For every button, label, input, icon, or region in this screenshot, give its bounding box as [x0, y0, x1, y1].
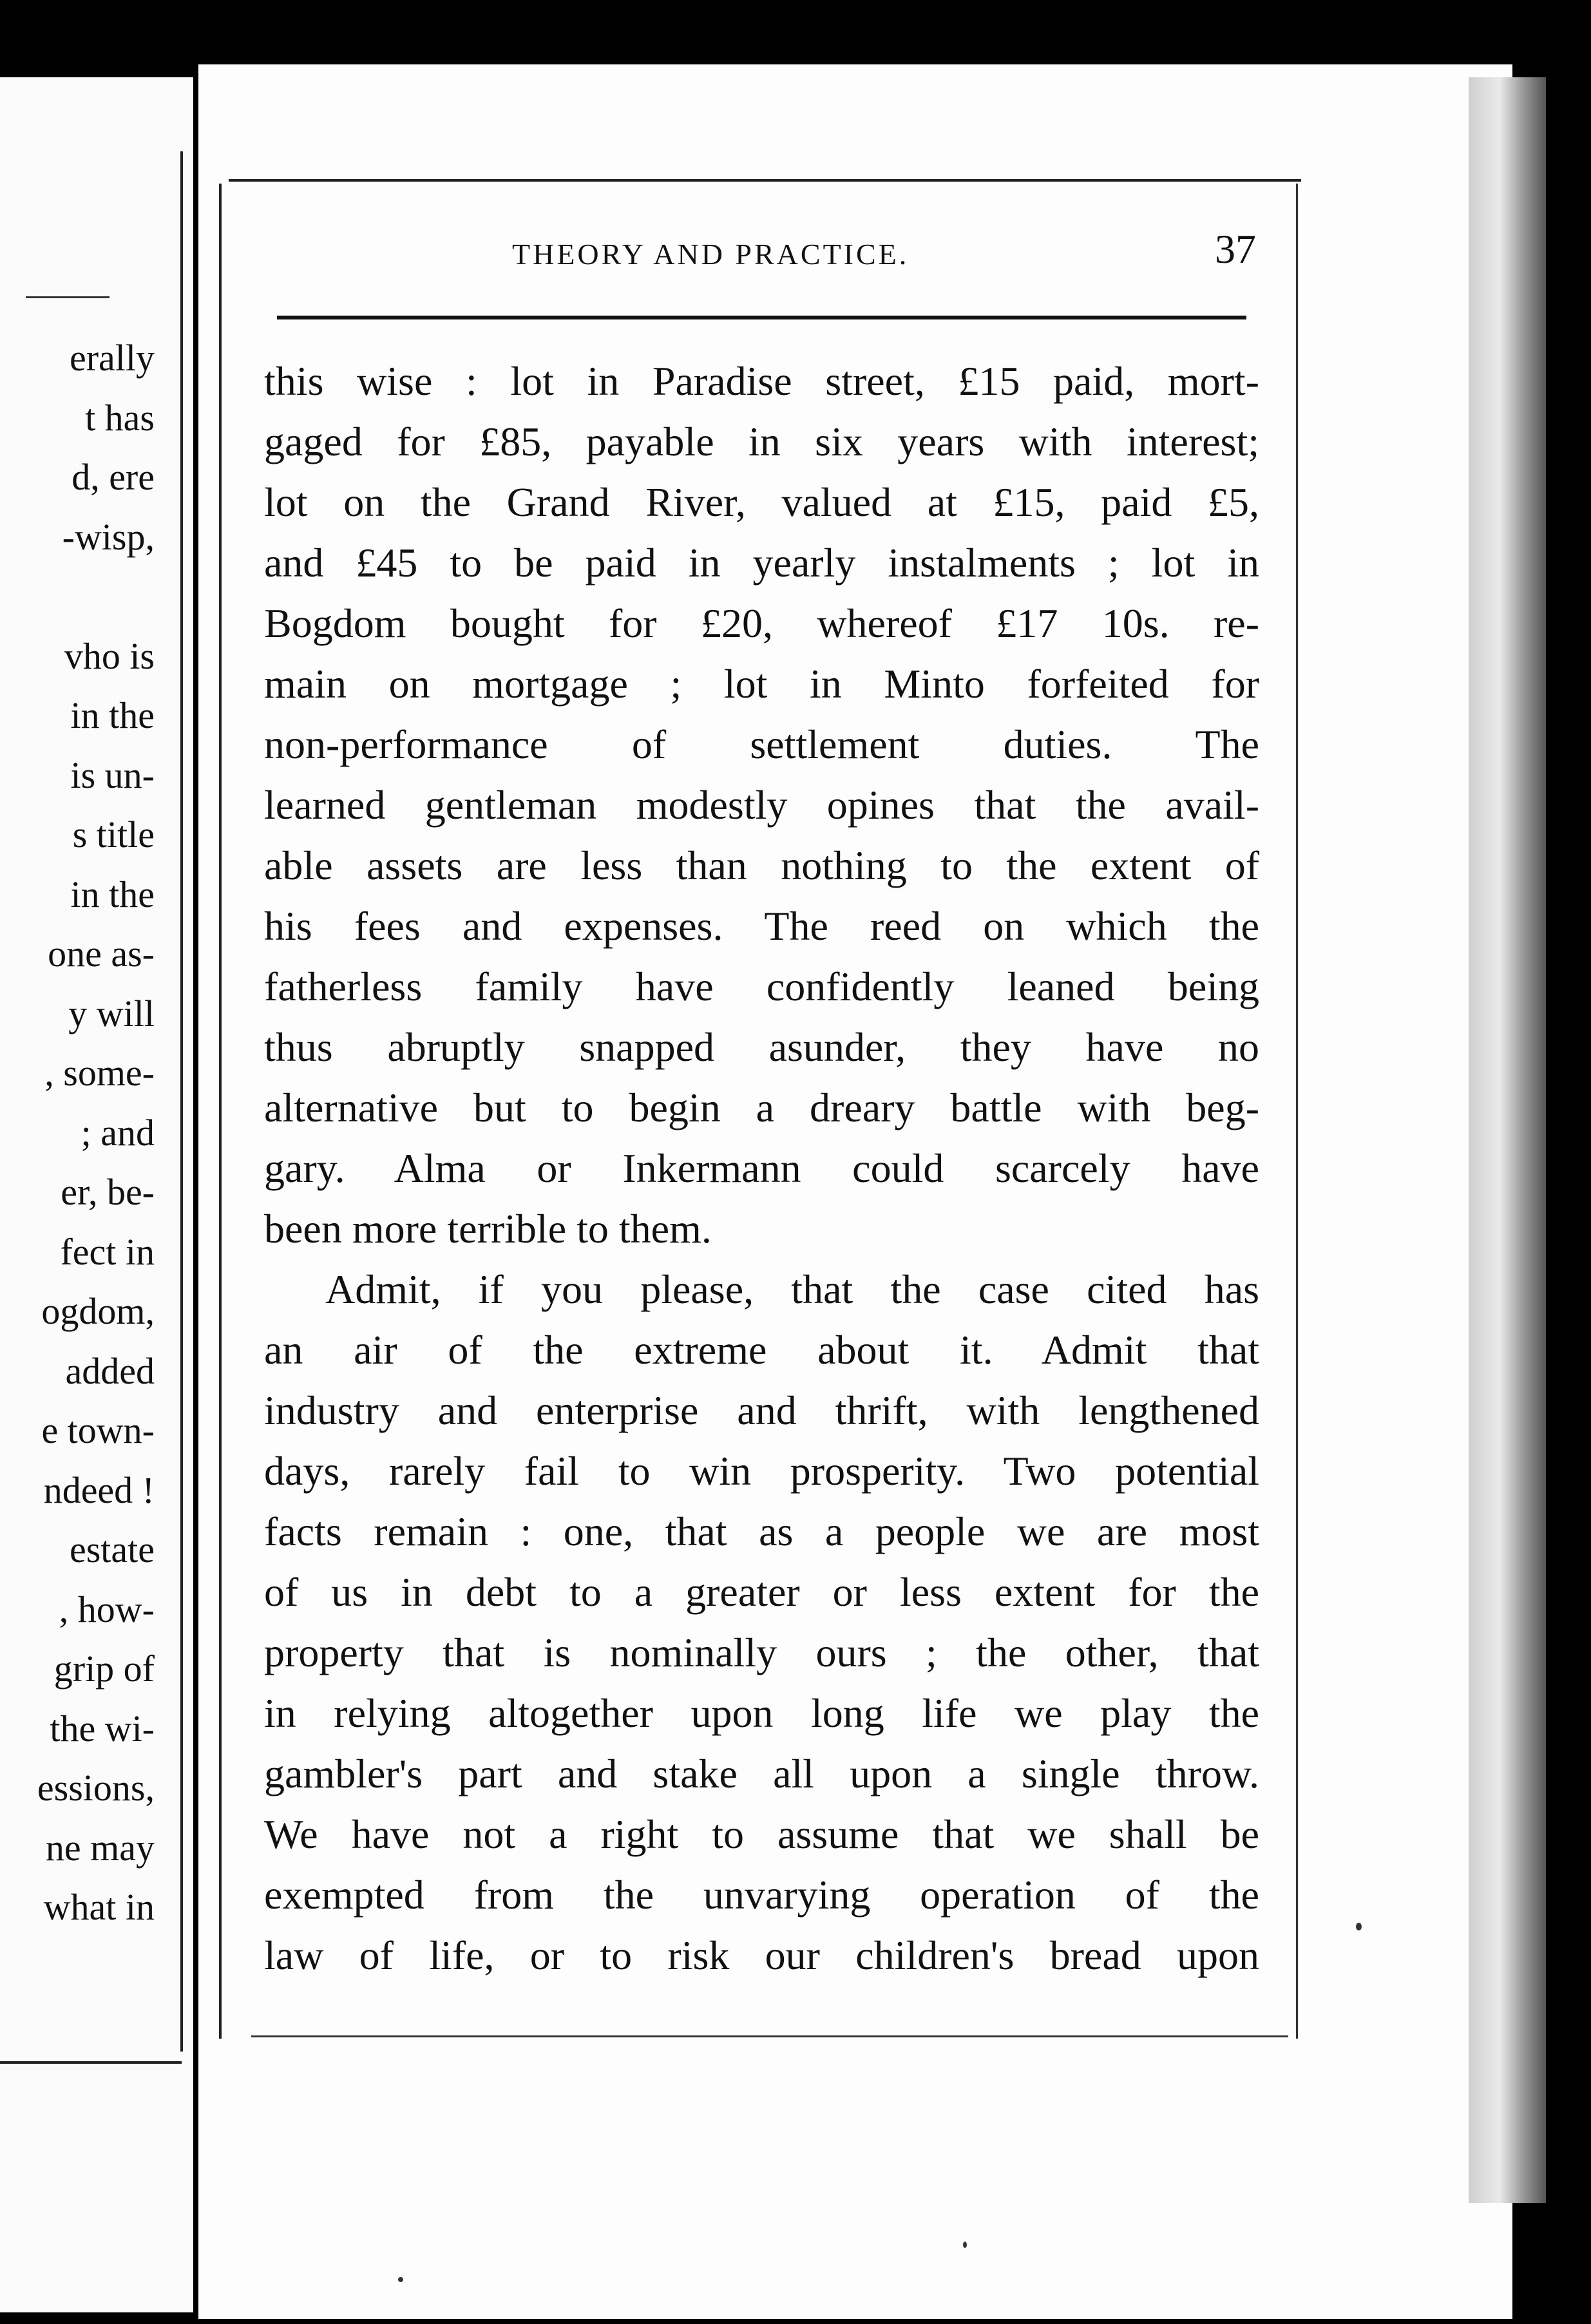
left-page-text	[0, 329, 155, 1938]
left-page-line: e town-	[41, 1409, 155, 1451]
left-page-line	[0, 567, 155, 627]
left-page-line: d, ere	[71, 456, 155, 498]
text-line: main on mortgage ; lot in Minto forfeited for	[264, 661, 1259, 707]
text-line: We have not a right to assume that we shall be	[264, 1811, 1259, 1857]
left-page-line: is un-	[70, 754, 155, 796]
left-page-line: s title	[72, 814, 155, 855]
text-line: gary. Alma or Inkermann could scarcely have	[264, 1145, 1259, 1191]
running-title: THEORY AND PRACTICE.	[512, 238, 910, 271]
text-line: gambler's part and stake all upon a single throw.	[264, 1751, 1259, 1796]
left-page-frame-line	[180, 151, 183, 2052]
left-page-line: the wi-	[50, 1707, 155, 1749]
text-line: of us in debt to a greater or less extent for the	[264, 1569, 1259, 1615]
left-page-line: ndeed !	[43, 1469, 155, 1511]
scan-speck	[1356, 1923, 1362, 1930]
text-line: facts remain : one, that as a people we are most	[264, 1509, 1259, 1554]
text-line: law of life, or to risk our children's bread upon	[264, 1932, 1259, 1978]
page-number: 37	[1215, 226, 1256, 272]
text-line: able assets are less than nothing to the extent of	[264, 843, 1259, 888]
text-line: exempted from the unvarying operation of the	[264, 1872, 1259, 1918]
page-frame-left	[219, 184, 222, 2039]
left-page-line: er, be-	[61, 1171, 155, 1213]
scan-speck	[398, 2277, 403, 2282]
text-line: an air of the extreme about it. Admit that	[264, 1327, 1259, 1373]
left-page-line: grip of	[53, 1648, 155, 1690]
page-edge-shadow	[1469, 77, 1546, 2203]
left-page-line: fect in	[60, 1230, 155, 1273]
left-page-line: estate	[69, 1529, 155, 1570]
left-page-header-rule	[26, 296, 110, 298]
left-page-frame-bottom	[0, 2061, 182, 2064]
left-page-line: essions,	[37, 1767, 155, 1809]
text-line: in relying altogether upon long life we play the	[264, 1690, 1259, 1736]
left-page-line: what in	[43, 1886, 155, 1928]
left-page-line: ogdom,	[41, 1290, 155, 1332]
left-page-line: vho is	[64, 634, 155, 677]
text-line: this wise : lot in Paradise street, £15 paid, mort-	[264, 358, 1259, 404]
text-line: alternative but to begin a dreary battle with beg-	[264, 1085, 1259, 1130]
left-page-line: -wisp,	[62, 515, 155, 558]
text-line: gaged for £85, payable in six years with interest;	[264, 419, 1259, 464]
left-page-line: erally	[69, 337, 155, 379]
left-page-line: ; and	[81, 1111, 155, 1154]
text-line: and £45 to be paid in yearly instalments ; lot in	[264, 540, 1259, 586]
left-facing-page	[0, 77, 193, 2312]
left-page-line: added	[65, 1349, 155, 1392]
left-page-line: in the	[70, 873, 155, 915]
left-page-line: t has	[85, 396, 155, 439]
text-line: industry and enterprise and thrift, with lengthened	[264, 1387, 1259, 1433]
header-rule	[277, 316, 1246, 319]
body-text	[264, 351, 1259, 1986]
running-head	[277, 225, 1256, 283]
text-line: property that is nominally ours ; the other, that	[264, 1630, 1259, 1675]
text-line: lot on the Grand River, valued at £15, paid £5,	[264, 479, 1259, 525]
left-page-line: one as-	[48, 933, 155, 975]
left-page-line: ne may	[45, 1826, 155, 1869]
text-line: non-performance of settlement duties. The	[264, 721, 1259, 767]
left-page-line: in the	[70, 694, 155, 736]
text-line: days, rarely fail to win prosperity. Two potential	[264, 1448, 1259, 1494]
text-line: his fees and expenses. The reed on which the	[264, 903, 1259, 949]
left-page-line: , some-	[44, 1052, 155, 1094]
text-line: Bogdom bought for £20, whereof £17 10s. re-	[264, 600, 1259, 646]
text-line: thus abruptly snapped asunder, they have no	[264, 1024, 1259, 1070]
text-line: fatherless family have confidently leaned being	[264, 964, 1259, 1009]
left-page-line: y will	[68, 992, 155, 1034]
text-line: been more terrible to them.	[264, 1206, 712, 1252]
scan-speck	[963, 2242, 967, 2248]
page-frame-right	[1296, 184, 1298, 2039]
page-frame-top	[229, 179, 1301, 182]
text-line: Admit, if you please, that the case cited has	[325, 1266, 1259, 1312]
page-frame-bottom	[251, 2035, 1288, 2037]
left-page-line: , how-	[59, 1588, 155, 1630]
text-line: learned gentleman modestly opines that the avail-	[264, 782, 1259, 828]
